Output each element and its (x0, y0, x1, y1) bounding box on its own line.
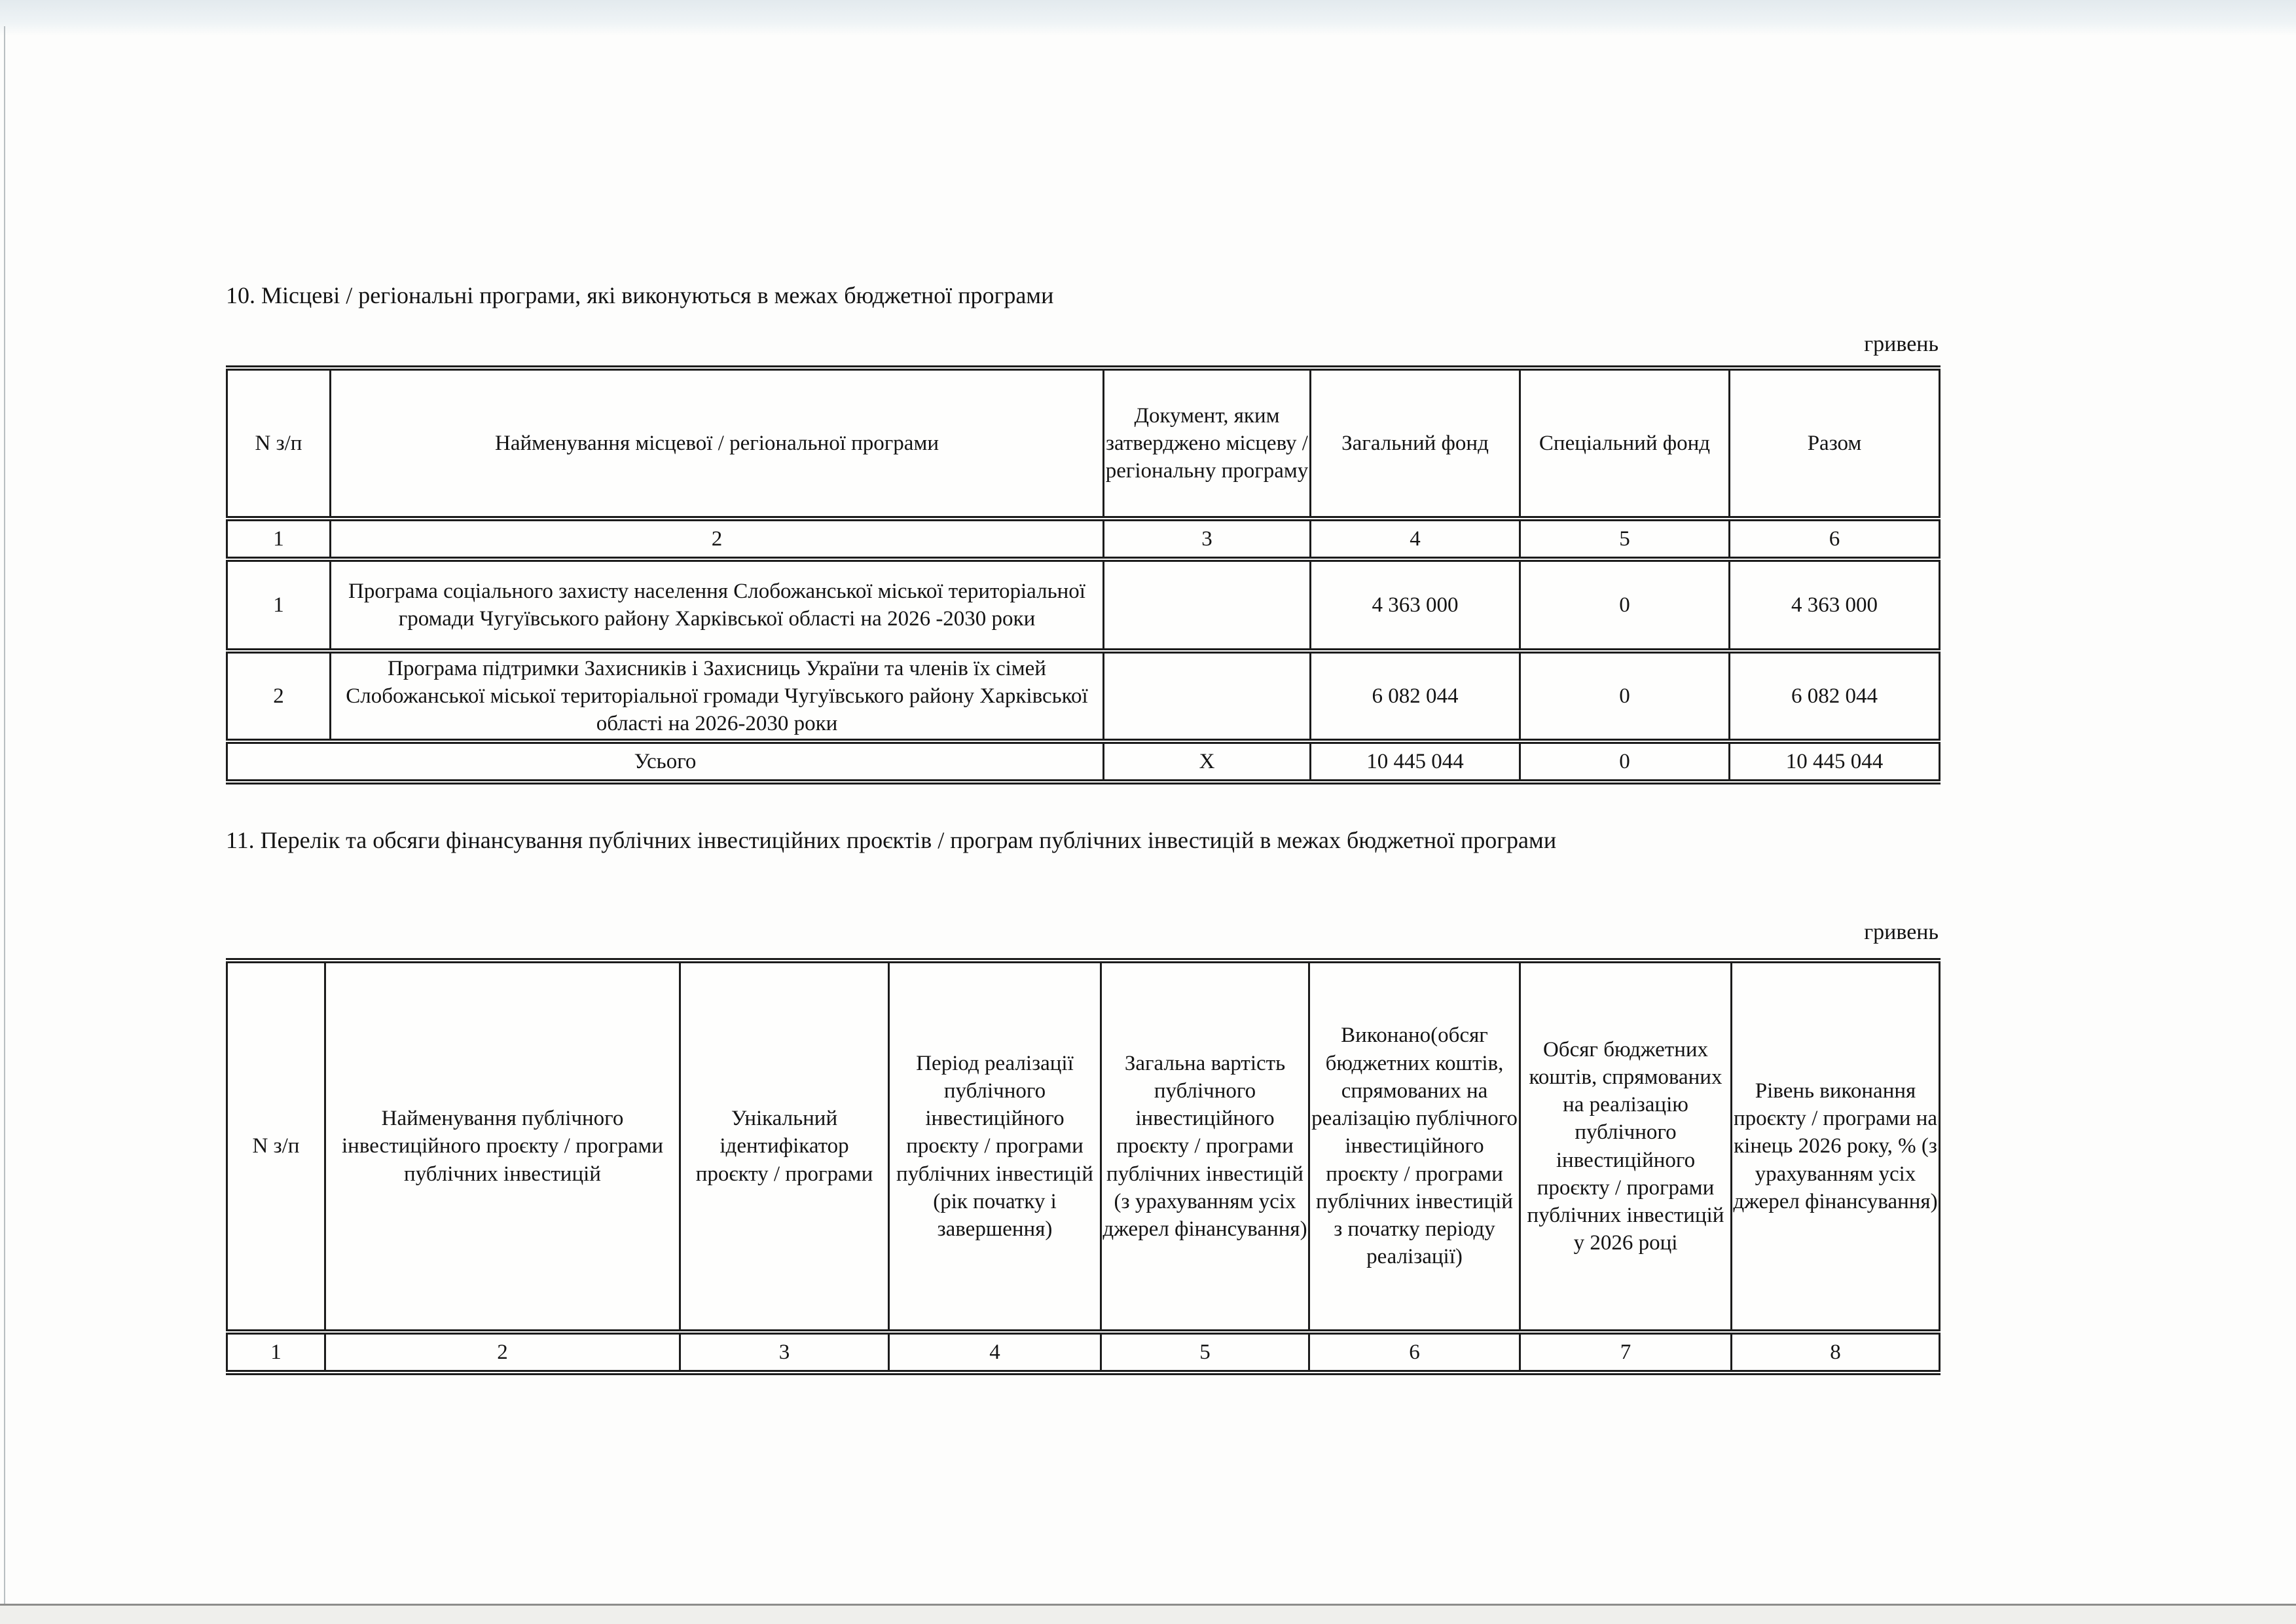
t1-row1-document (1104, 559, 1311, 651)
t1-row1-special-fund: 0 (1520, 559, 1730, 651)
t2-colnum-7: 7 (1520, 1332, 1732, 1373)
t2-header-period: Період реалізації публічного інвестиційного проєкту / програми публічних інвестицій (рік початку і завершення) (889, 961, 1101, 1332)
t1-total-document-x: X (1104, 741, 1311, 782)
section-11-title: 11. Перелік та обсяги фінансування публічних інвестиційних проєктів / програм публічних інвестицій в межах бюджетної програми (226, 827, 1557, 853)
t1-data-row-1 (227, 559, 1940, 651)
scan-artifact-below-page (0, 1606, 2296, 1624)
t1-header-special-fund: Спеціальний фонд (1520, 368, 1730, 519)
scan-artifact-left-edge (4, 26, 5, 1604)
t1-row2-num: 2 (227, 651, 331, 741)
t1-colnum-4: 4 (1311, 519, 1520, 559)
t1-row2-general-fund: 6 082 044 (1311, 651, 1520, 741)
currency-label-1: гривень (1864, 332, 1939, 356)
t2-column-numbers-row (227, 1332, 1940, 1373)
t1-data-row-2 (227, 651, 1940, 741)
t1-row1-general-fund: 4 363 000 (1311, 559, 1520, 651)
t1-total-label: Усього (227, 741, 1104, 782)
t1-header-general-fund: Загальний фонд (1311, 368, 1520, 519)
t1-header-row (227, 368, 1940, 519)
t2-colnum-2: 2 (325, 1332, 680, 1373)
t1-colnum-6: 6 (1730, 519, 1940, 559)
t1-colnum-1: 1 (227, 519, 331, 559)
t1-row2-document (1104, 651, 1311, 741)
t1-header-name: Найменування місцевої / регіональної програми (331, 368, 1104, 519)
t1-total-general-fund: 10 445 044 (1311, 741, 1520, 782)
section-10-title: 10. Місцеві / регіональні програми, які виконуються в межах бюджетної програми (226, 282, 1054, 308)
t1-total-special-fund: 0 (1520, 741, 1730, 782)
t2-header-executed: Виконано(обсяг бюджетних коштів, спрямованих на реалізацію публічного інвестиційного проєкту / програми публічних інвестицій з початку періоду реалізації) (1309, 961, 1520, 1332)
t1-header-num: N з/п (227, 368, 331, 519)
t1-row1-program-name: Програма соціального захисту населення Слобожанської міської територіальної громади Чугуївського району Харківської області на 2026 -2030 роки (331, 559, 1104, 651)
t1-column-numbers-row (227, 519, 1940, 559)
t1-row2-program-name: Програма підтримки Захисників і Захисниць України та членів їх сімей Слобожанської міської територіальної громади Чугуївського району Харківської області на 2026-2030 роки (331, 651, 1104, 741)
investment-projects-table (226, 958, 1941, 1375)
t1-colnum-5: 5 (1520, 519, 1730, 559)
t2-colnum-1: 1 (227, 1332, 325, 1373)
t1-colnum-3: 3 (1104, 519, 1311, 559)
t1-header-document: Документ, яким затверджено місцеву / регіональну програму (1104, 368, 1311, 519)
scan-artifact-top (0, 0, 2296, 36)
t2-colnum-4: 4 (889, 1332, 1101, 1373)
t2-colnum-5: 5 (1101, 1332, 1309, 1373)
t1-header-total: Разом (1730, 368, 1940, 519)
t1-row2-total: 6 082 044 (1730, 651, 1940, 741)
t2-colnum-8: 8 (1732, 1332, 1940, 1373)
t2-header-unique-id: Унікальний ідентифікатор проєкту / програми (680, 961, 889, 1332)
t2-colnum-3: 3 (680, 1332, 889, 1373)
t1-row1-total: 4 363 000 (1730, 559, 1940, 651)
t1-row2-special-fund: 0 (1520, 651, 1730, 741)
t2-header-execution-level: Рівень виконання проєкту / програми на кінець 2026 року, % (з урахуванням усіх джерел фінансування) (1732, 961, 1940, 1332)
currency-label-2: гривень (1864, 920, 1939, 944)
t1-total-row (227, 741, 1940, 782)
t1-colnum-2: 2 (331, 519, 1104, 559)
t2-colnum-6: 6 (1309, 1332, 1520, 1373)
t2-header-total-cost: Загальна вартість публічного інвестиційного проєкту / програми публічних інвестицій (з урахуванням усіх джерел фінансування) (1101, 961, 1309, 1332)
t1-total-total: 10 445 044 (1730, 741, 1940, 782)
regional-programs-table (226, 365, 1941, 784)
t1-row1-num: 1 (227, 559, 331, 651)
t2-header-budget-2026: Обсяг бюджетних коштів, спрямованих на реалізацію публічного інвестиційного проєкту / програми публічних інвестицій у 2026 році (1520, 961, 1732, 1332)
t2-header-row (227, 961, 1940, 1332)
t2-header-project-name: Найменування публічного інвестиційного проєкту / програми публічних інвестицій (325, 961, 680, 1332)
t2-header-num: N з/п (227, 961, 325, 1332)
